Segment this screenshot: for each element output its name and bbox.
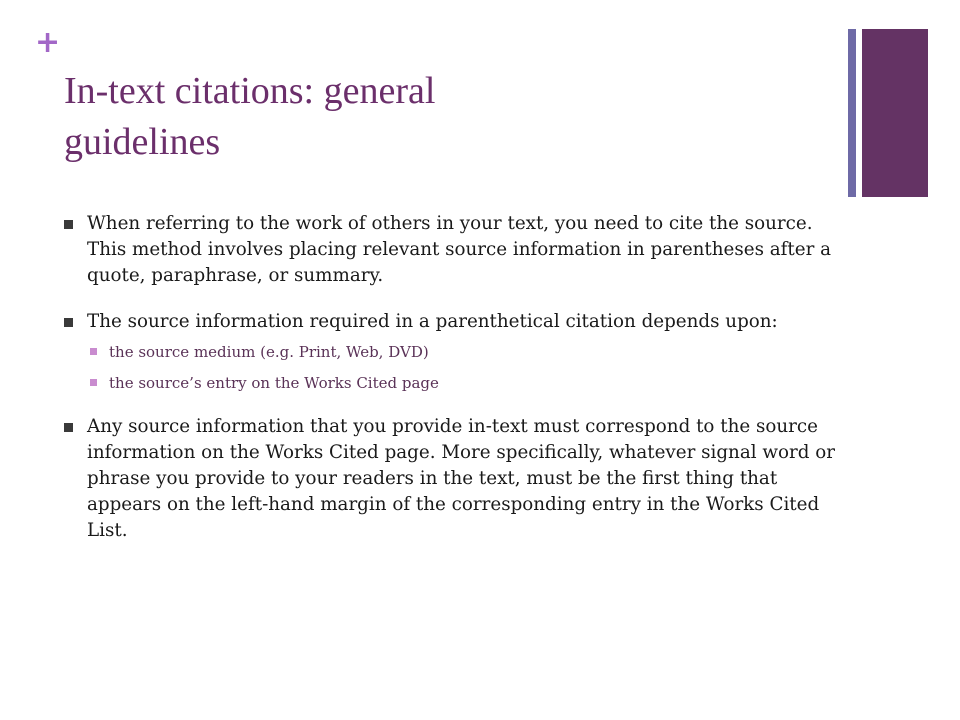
slide-title-line-2: guidelines [64,121,221,163]
decorative-bar-thin [848,29,856,197]
slide-title-line-1: In-text citations: general [64,70,436,112]
plus-icon: + [35,25,61,60]
bullet-text: The source information required in a parenthetical citation depends upon: [87,311,778,332]
sub-bullet-item [87,341,854,363]
slide-title [64,66,784,168]
square-sub-bullet-icon [90,348,97,355]
square-bullet-icon [64,220,73,229]
bullet-item [64,309,854,394]
sub-bullet-list [87,341,854,394]
square-sub-bullet-icon [90,379,97,386]
sub-bullet-text: the source medium (e.g. Print, Web, DVD) [109,343,429,361]
bullet-text: Any source information that you provide in-text must correspond to the source information on the Works Cited page. More specifically, whatever signal word or phrase you provide to your readers in the text, must be the first thing that appears on the left-hand margin of the corresponding entry in the Works Cited List. [87,416,836,541]
bullet-item [64,414,854,544]
bullet-text: When referring to the work of others in your text, you need to cite the source. This method involves placing relevant source information in parentheses after a quote, paraphrase, or summary. [87,213,832,286]
square-bullet-icon [64,318,73,327]
bullet-list [64,211,854,564]
bullet-item [64,211,854,289]
sub-bullet-item [87,372,854,394]
decorative-bar-thick [862,29,928,197]
sub-bullet-text: the source’s entry on the Works Cited page [109,374,439,392]
square-bullet-icon [64,423,73,432]
